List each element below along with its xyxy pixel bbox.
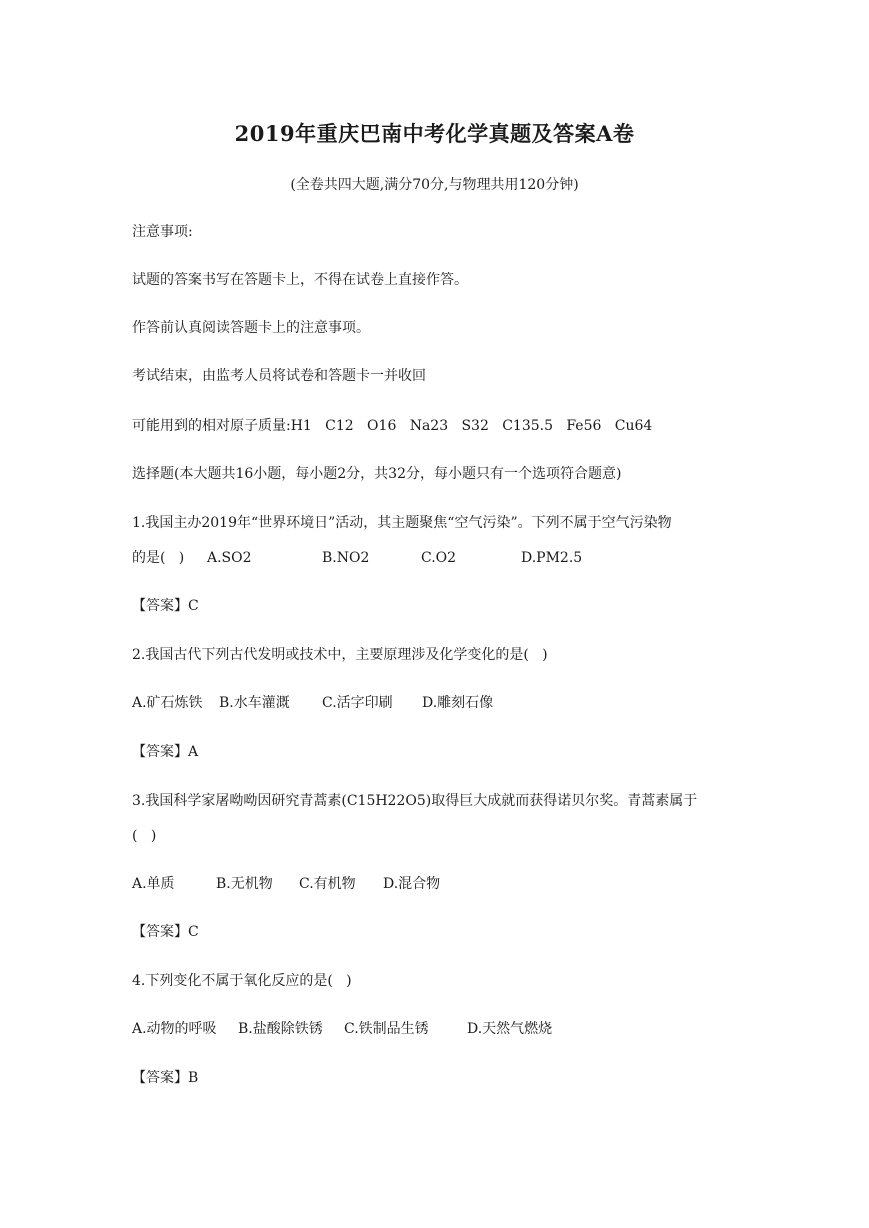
question-1-option-b: B.NO2 [322, 550, 370, 566]
atomic-masses: 可能用到的相对原子质量:H1 C12 O16 Na23 S32 C135.5 Fe56 Cu64 [132, 418, 653, 434]
question-4-option-b: B.盐酸除铁锈 [238, 1021, 323, 1037]
question-4-stem: 4.下列变化不属于氧化反应的是( ) [132, 973, 352, 989]
question-3-option-c: C.有机物 [299, 876, 356, 892]
section-heading: 选择题(本大题共16小题，每小题2分，共32分，每小题只有一个选项符合题意) [132, 466, 622, 482]
question-4-answer: 【答案】B [132, 1070, 199, 1086]
question-3-option-a: A.单质 [132, 876, 175, 892]
question-4-option-c: C.铁制品生锈 [344, 1021, 429, 1037]
question-3-stem: 3.我国科学家屠呦呦因研究青蒿素(C15H22O5)取得巨大成就而获得诺贝尔奖。青蒿素属于 [132, 793, 698, 809]
question-4-option-d: D.天然气燃烧 [467, 1021, 553, 1037]
question-3-answer: 【答案】C [132, 924, 199, 940]
question-3-option-d: D.混合物 [383, 876, 441, 892]
question-3-option-b: B.无机物 [216, 876, 273, 892]
page-title: 2019年重庆巴南中考化学真题及答案A卷 [234, 121, 635, 146]
notice-item: 作答前认真阅读答题卡上的注意事项。 [132, 320, 370, 336]
notice-item: 试题的答案书写在答题卡上，不得在试卷上直接作答。 [132, 272, 468, 288]
question-1-option-d: D.PM2.5 [521, 550, 583, 566]
page-subtitle: (全卷共四大题,满分70分,与物理共用120分钟) [290, 177, 579, 193]
question-1-stem: 1.我国主办2019年“世界环境日”活动，其主题聚焦“空气污染”。下列不属于空气污染物 [132, 515, 672, 531]
question-2-option-c: C.活字印刷 [322, 695, 393, 711]
question-1-blank: 的是( ) [132, 550, 185, 566]
question-3-blank: ( ) [132, 828, 157, 844]
question-1-answer: 【答案】C [132, 598, 199, 614]
question-1-option-a: A.SO2 [207, 550, 252, 566]
question-1-stem-cont [132, 548, 583, 568]
question-2-stem: 2.我国古代下列古代发明或技术中，主要原理涉及化学变化的是( ) [132, 647, 548, 663]
notice-heading: 注意事项: [132, 224, 193, 240]
question-2-option-b: B.水车灌溉 [219, 695, 290, 711]
question-2-option-d: D.雕刻石像 [422, 695, 494, 711]
question-4-option-a: A.动物的呼吸 [132, 1021, 217, 1037]
question-2-answer: 【答案】A [132, 744, 199, 760]
notice-item: 考试结束，由监考人员将试卷和答题卡一并收回 [132, 368, 426, 384]
question-1-option-c: C.O2 [421, 550, 457, 566]
question-2-option-a: A.矿石炼铁 [132, 695, 203, 711]
